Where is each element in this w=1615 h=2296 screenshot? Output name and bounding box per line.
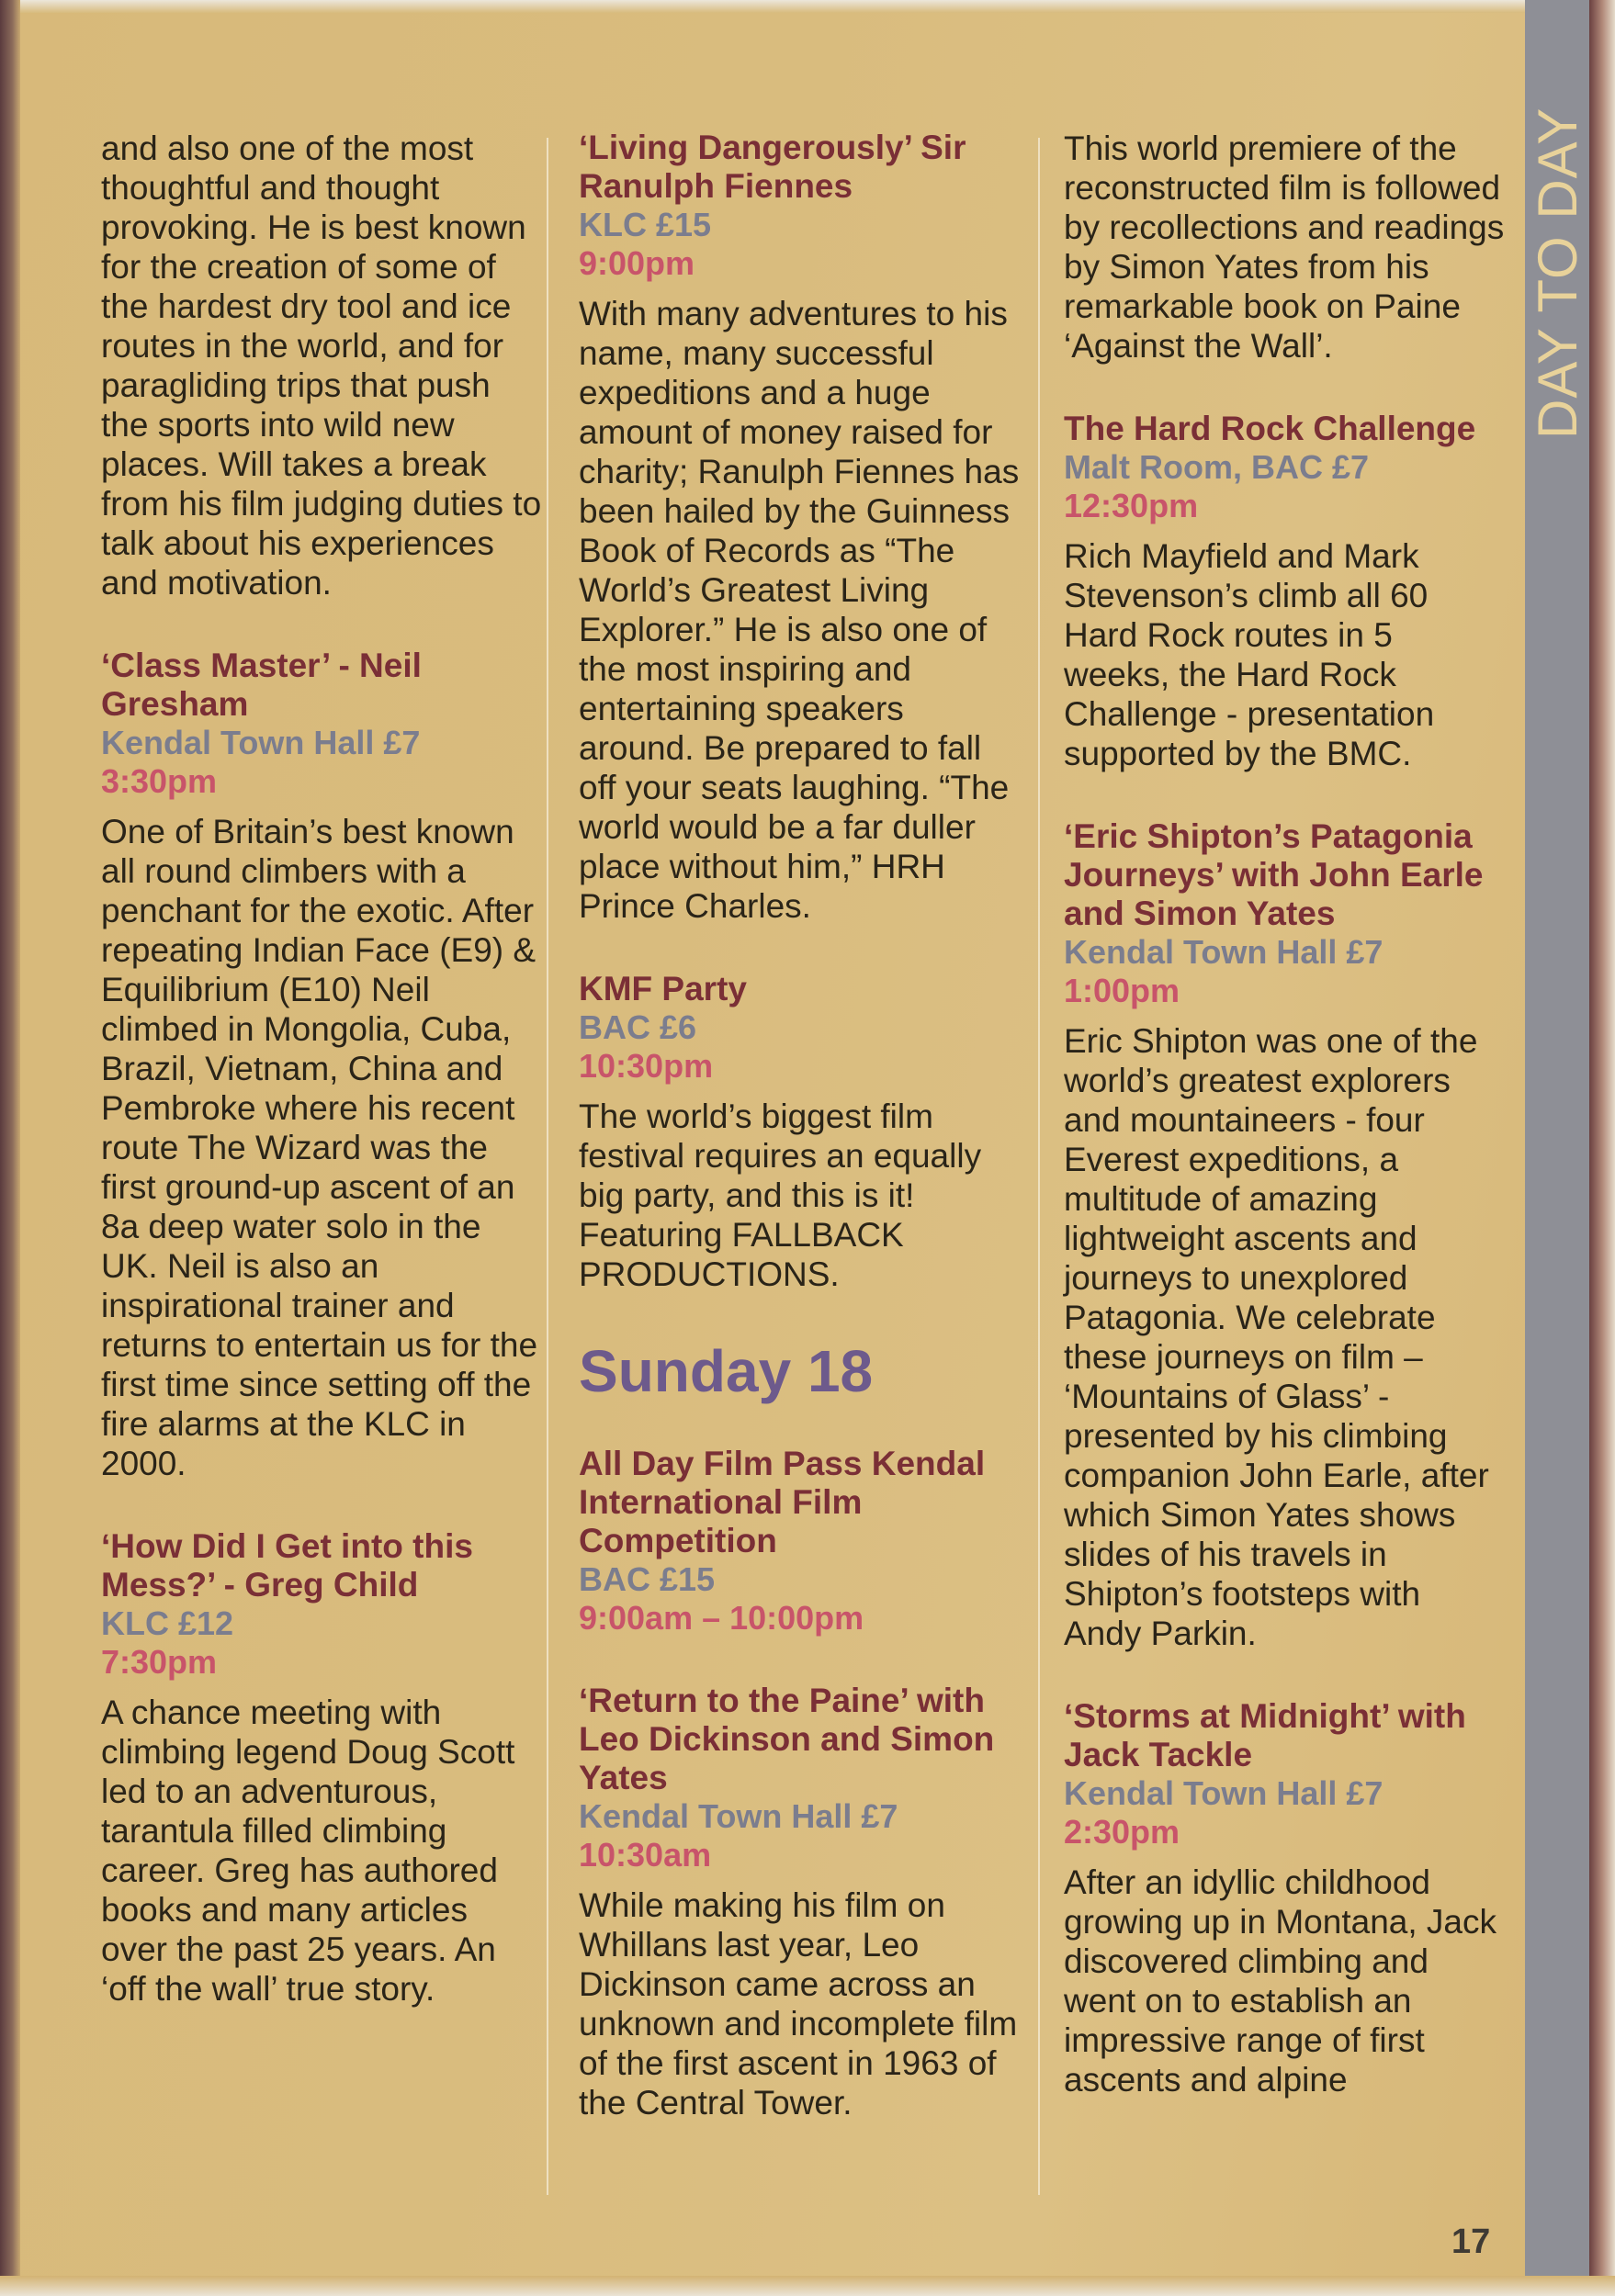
event-venue: Malt Room, BAC £7: [1064, 448, 1370, 486]
page-bottom-edge: [0, 2276, 1615, 2296]
event-time: 10:30pm: [579, 1047, 714, 1085]
event-title: ‘Eric Shipton’s Patagonia Journeys’ with John Earle and Simon Yates: [1064, 817, 1484, 932]
event-time: 9:00pm: [579, 244, 695, 282]
event-class-master: [101, 647, 542, 1483]
event-storms-at-midnight: [1064, 1697, 1505, 2099]
intro-text: This world premiere of the reconstructed film is followed by recollections and readings by Simon Yates from his remarkable book on Paine ‘Against the Wall’.: [1064, 129, 1505, 365]
event-time: 2:30pm: [1064, 1813, 1180, 1851]
event-title: All Day Film Pass Kendal International Film Competition: [579, 1445, 986, 1559]
page-right-edge: [1589, 0, 1615, 2296]
event-venue: Kendal Town Hall £7: [101, 724, 421, 761]
event-title: KMF Party: [579, 970, 747, 1007]
section-label: [1525, 17, 1589, 457]
event-venue: Kendal Town Hall £7: [1064, 1774, 1383, 1812]
day-heading: Sunday 18: [579, 1338, 874, 1404]
intro-text: and also one of the most thoughtful and thought provoking. He is best known for the creation of some of the hardest dry tool and ice routes in the world, and for paragliding trips that push the sports into wild new places. Will takes a break from his film judging duties to talk about his experiences and motivation.: [101, 129, 542, 602]
event-venue: Kendal Town Hall £7: [1064, 933, 1383, 971]
column-2: [579, 129, 1020, 2167]
event-description: After an idyllic childhood growing up in Montana, Jack discovered climbing and went on to establish an impressive range of first ascents and alpine: [1064, 1863, 1496, 2099]
event-description: Rich Mayfield and Mark Stevenson’s climb all 60 Hard Rock routes in 5 weeks, the Hard Rock Challenge - presentation supported by the BMC.: [1064, 537, 1435, 772]
column-3: [1064, 129, 1505, 2144]
event-venue: Kendal Town Hall £7: [579, 1797, 898, 1835]
event-kmf-party: [579, 970, 1020, 1294]
event-title: The Hard Rock Challenge: [1064, 410, 1476, 447]
event-hard-rock: [1064, 410, 1505, 773]
event-time: 7:30pm: [101, 1643, 218, 1681]
page-number: 17: [1451, 2223, 1491, 2261]
book-spine: [0, 0, 20, 2296]
column-1: [101, 129, 542, 2053]
event-living-dangerously: [579, 129, 1020, 926]
event-title: ‘Storms at Midnight’ with Jack Tackle: [1064, 1697, 1466, 1773]
event-time: 12:30pm: [1064, 487, 1199, 524]
event-venue: KLC £15: [579, 206, 712, 243]
event-description: The world’s biggest film festival requires an equally big party, and this is it! Featuring FALLBACK PRODUCTIONS.: [579, 1097, 982, 1293]
event-title: ‘Living Dangerously’ Sir Ranulph Fiennes: [579, 129, 966, 205]
event-title: ‘How Did I Get into this Mess?’ - Greg Child: [101, 1527, 473, 1604]
event-return-to-paine: [579, 1682, 1020, 2122]
event-description: With many adventures to his name, many successful expeditions and a huge amount of money raised for charity; Ranulph Fiennes has been hailed by the Guinness Book of Records as “The World’s Greatest Living Explorer.” He is also one of the most inspiring and entertaining speakers around. Be prepared to fall off your seats laughing. “The world would be a far duller place without him,” HRH Prince Charles.: [579, 295, 1020, 925]
column-divider-2: [1038, 138, 1040, 2195]
event-all-day-pass: [579, 1445, 1020, 1638]
event-venue: BAC £15: [579, 1560, 716, 1598]
event-time: 3:30pm: [101, 762, 218, 800]
event-venue: KLC £12: [101, 1604, 234, 1642]
event-how-did-i-get: [101, 1527, 542, 2009]
event-time: 10:30am: [579, 1836, 712, 1874]
event-description: Eric Shipton was one of the world’s greatest explorers and mountaineers - four Everest expeditions, a multitude of amazing lightweight ascents and journeys to unexplored Patagonia. We celebrate these journeys on film – ‘Mountains of Glass’ - presented by his climbing companion John Earle, after which Simon Yates shows slides of his travels in Shipton’s footsteps with Andy Parkin.: [1064, 1022, 1489, 1652]
event-time: 9:00am – 10:00pm: [579, 1599, 864, 1637]
event-description: One of Britain’s best known all round climbers with a penchant for the exotic. After repeating Indian Face (E9) & Equilibrium (E10) Neil climbed in Mongolia, Cuba, Brazil, Vietnam, China and Pembroke where his recent route The Wizard was the first ground-up ascent of an 8a deep water solo in the UK. Neil is also an inspirational trainer and returns to entertain us for the first time since setting off the fire alarms at the KLC in 2000.: [101, 813, 538, 1482]
page-top-edge: [0, 0, 1615, 13]
event-venue: BAC £6: [579, 1008, 697, 1046]
column-divider-1: [547, 138, 548, 2195]
event-eric-shipton: [1064, 817, 1505, 1653]
event-description: A chance meeting with climbing legend Doug Scott led to an adventurous, tarantula filled climbing career. Greg has authored books and many articles over the past 25 years. An ‘off the wall’ true story.: [101, 1694, 515, 2008]
event-description: While making his film on Whillans last year, Leo Dickinson came across an unknown and incomplete film of the first ascent in 1963 of the Central Tower.: [579, 1886, 1018, 2122]
event-time: 1:00pm: [1064, 972, 1180, 1009]
event-title: ‘Return to the Paine’ with Leo Dickinson and Simon Yates: [579, 1682, 995, 1796]
section-label-text: DAY TO DAY: [1527, 107, 1588, 439]
event-title: ‘Class Master’ - Neil Gresham: [101, 647, 422, 723]
